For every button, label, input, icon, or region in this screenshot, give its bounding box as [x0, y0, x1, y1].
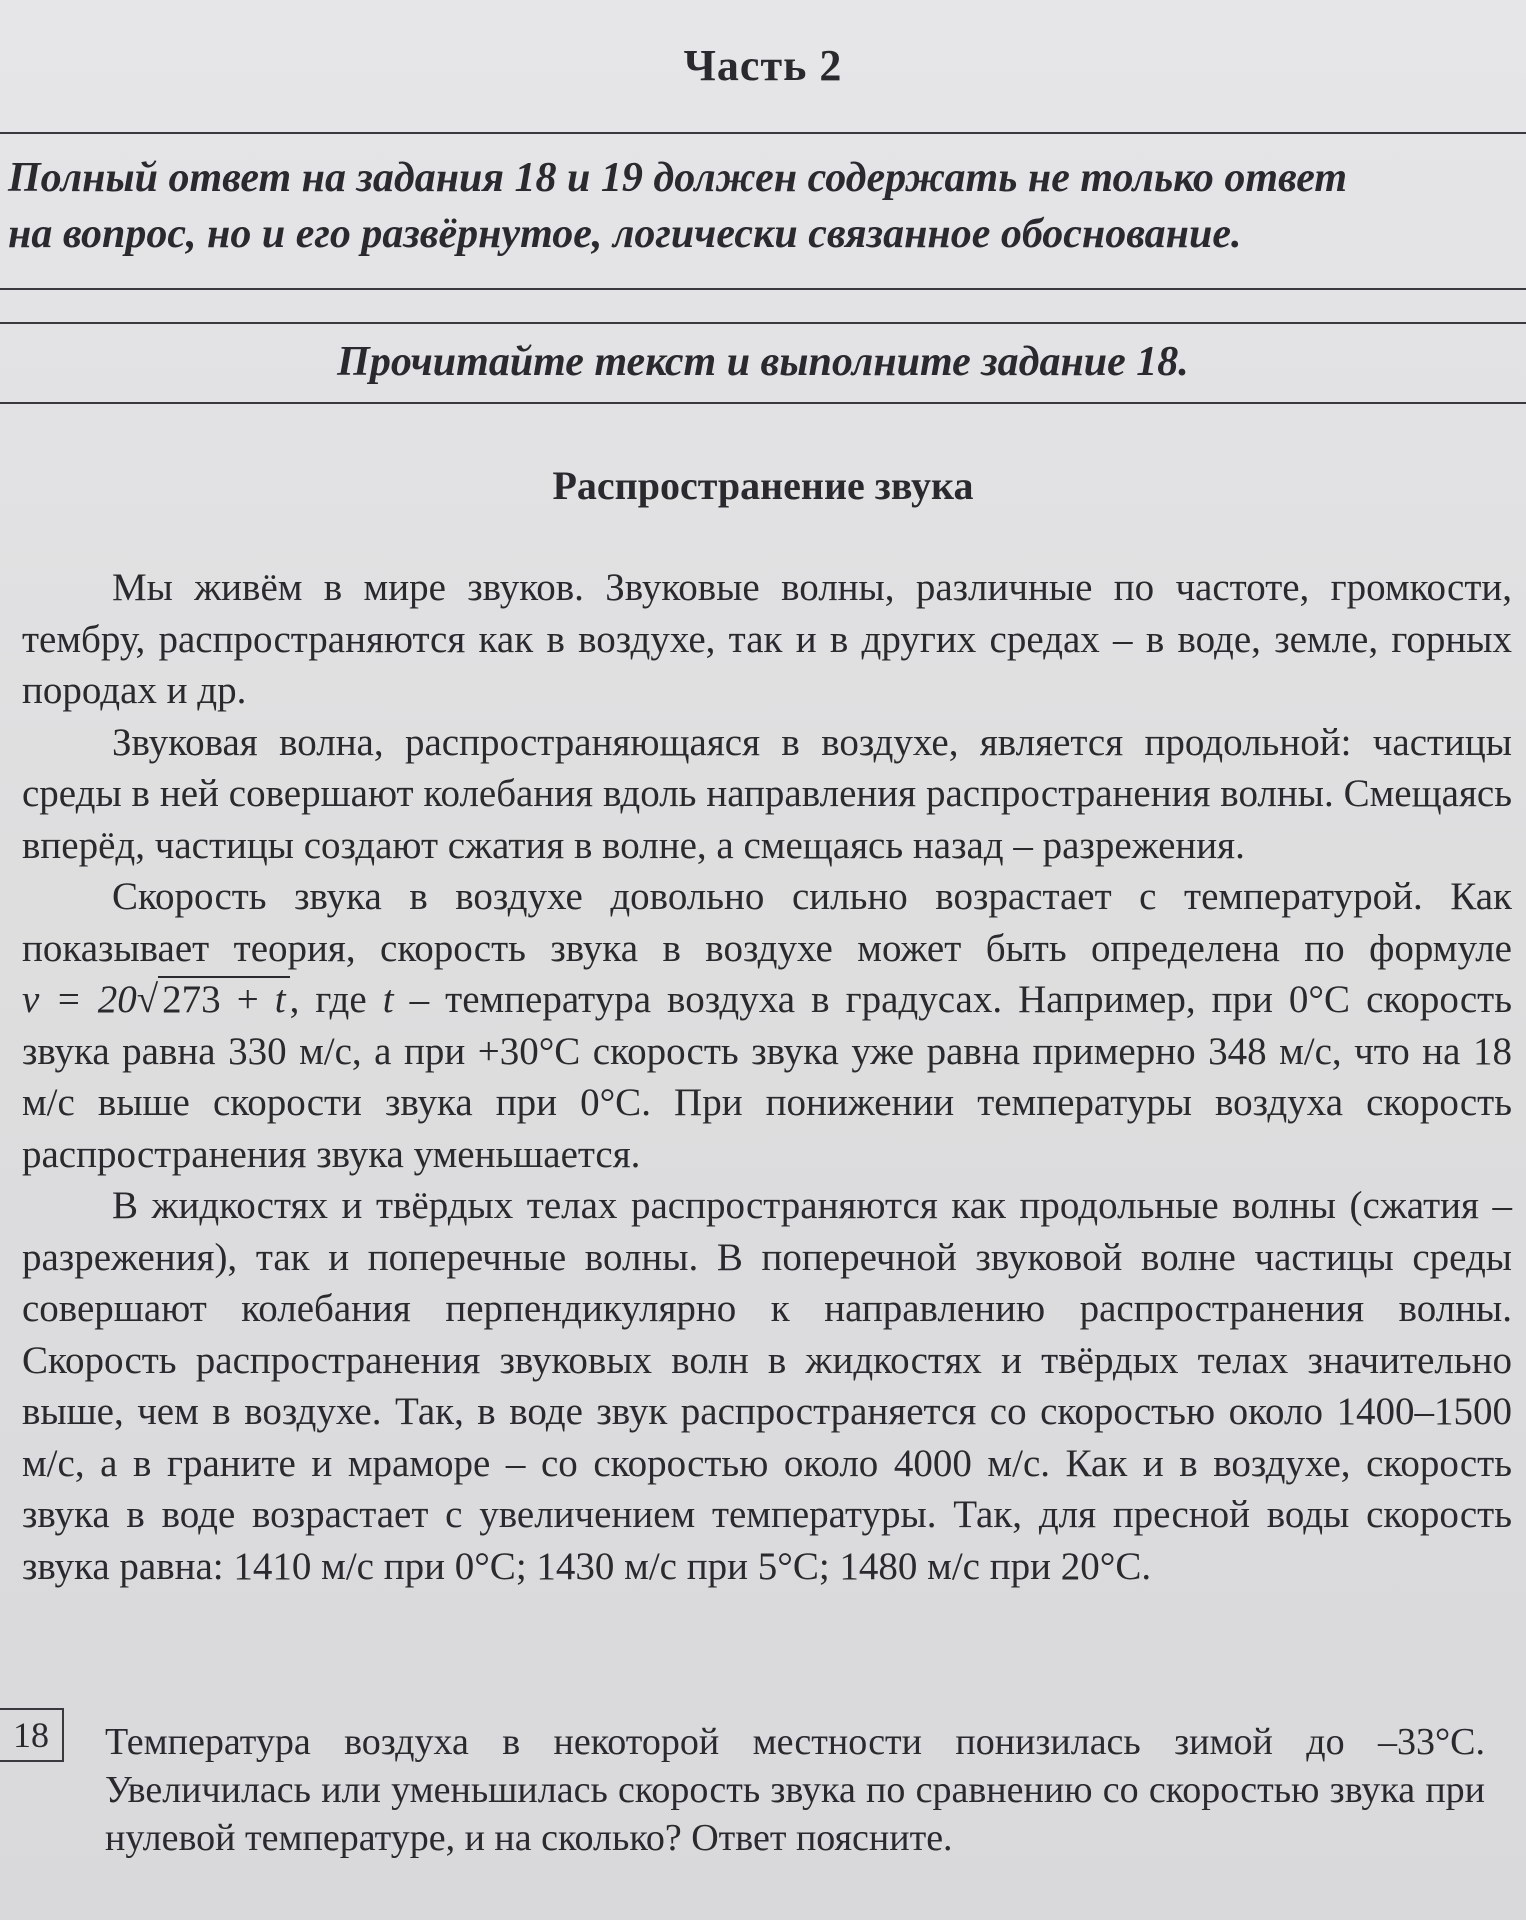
instruction-line: на вопрос, но и его развёрнутое, логически связанное обоснование.	[8, 211, 1242, 257]
formula-lhs: v = 20√	[22, 978, 159, 1021]
paragraph: В жидкостях и твёрдых телах распространяются как продольные волны (сжатия – разрежения), так и поперечные волны. В поперечной звуковой волне частицы среды совершают колебания перпендикулярно к направлению распространения волны. Скорость распространения звуковых волн в жидкостях и твёрдых телах значительно выше, чем в воздухе. Так, в воде звук распространяется со скоростью около 1400–1500 м/с, а в граните и мраморе – со скоростью около 4000 м/с. Как и в воздухе, скорость звука в воде возрастает с увеличением температуры. Так, для пресной воды скорость звука равна: 1410 м/с при 0°С; 1430 м/с при 5°С; 1480 м/с при 20°С.	[22, 1184, 1512, 1588]
formula-radicand: 273 + t	[158, 976, 289, 1021]
paragraph	[22, 871, 1512, 1180]
divider-line	[0, 322, 1526, 324]
answer-instruction	[8, 150, 1518, 262]
divider-line	[0, 132, 1526, 134]
task-question: Температура воздуха в некоторой местности понизилась зимой до –33°С. Увеличилась или уменьшилась скорость звука по сравнению со скоростью звука при нулевой температуре, и на сколько? Ответ поясните.	[105, 1721, 1485, 1859]
speed-formula	[22, 976, 290, 1021]
task-reference: Прочитайте текст и выполните задание 18.	[337, 339, 1189, 385]
paragraph: Мы живём в мире звуков. Звуковые волны, различные по частоте, громкости, тембру, распространяются как в воздухе, так и в других средах – в воде, земле, горных породах и др.	[22, 566, 1512, 712]
article-title: Распространение звука	[552, 463, 974, 508]
paragraph: Звуковая волна, распространяющаяся в воздухе, является продольной: частицы среды в ней совершают колебания вдоль направления распространения волны. Смещаясь вперёд, частицы создают сжатия в волне, а смещаясь назад – разрежения.	[22, 720, 1512, 867]
variable-t: t	[382, 978, 394, 1021]
article-body	[22, 562, 1512, 1592]
task-number-box: 18	[0, 1708, 64, 1762]
part-title: Часть 2	[683, 41, 843, 90]
divider-line	[0, 288, 1526, 290]
paragraph-text: Скорость звука в воздухе довольно сильно возрастает с температурой. Как показывает теория, скорость звука в воздухе может быть определена по формуле	[22, 875, 1512, 970]
paragraph-text: , где	[289, 978, 383, 1021]
divider-line	[0, 402, 1526, 404]
paragraph-text: – температура воздуха в градусах. Например, при 0°С скорость звука равна 330 м/с, а при +30°С скорость звука уже равна примерно 348 м/с, что на 18 м/с выше скорости звука при 0°С. При понижении температуры воздуха скорость распространения звука уменьшается.	[22, 978, 1512, 1176]
instruction-line: Полный ответ на задания 18 и 19 должен содержать не только ответ	[8, 155, 1348, 201]
